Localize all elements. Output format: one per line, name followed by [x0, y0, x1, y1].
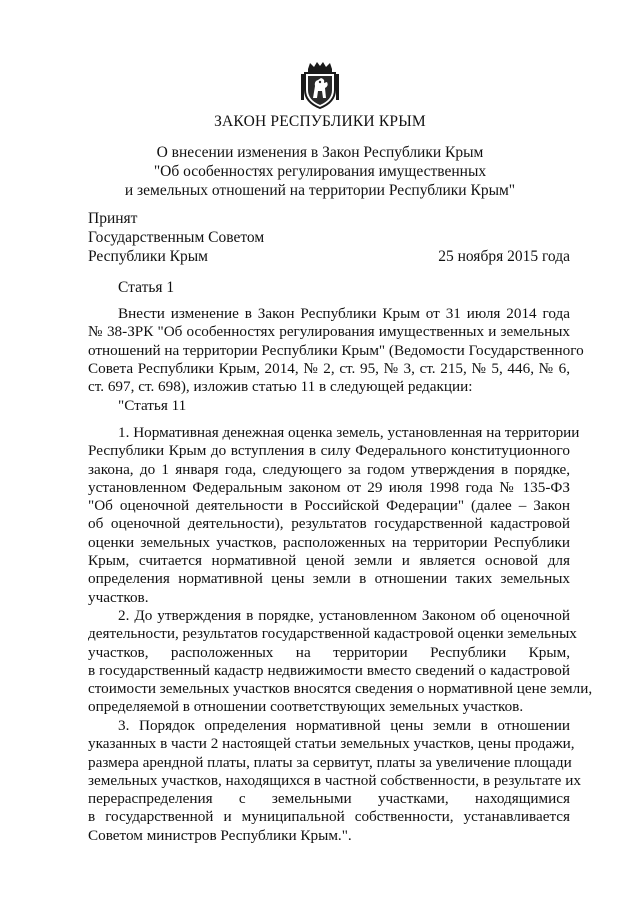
- text-line: участков, расположенных на территории Республики Крым,: [88, 643, 570, 661]
- subtitle-line: "Об особенностях регулирования имущественных: [153, 163, 487, 180]
- text-line: определения нормативной цены земли в отношении таких земельных: [88, 570, 570, 588]
- text-line: об оценочной деятельности), результатов государственной кадастровой: [88, 515, 570, 533]
- quoted-article-heading: "Статья 11: [118, 397, 187, 414]
- text-line: участков.: [88, 588, 149, 606]
- text-line: 1. Нормативная денежная оценка земель, установленная на территории: [118, 424, 580, 441]
- text-line: Внести изменение в Закон Республики Крым от 31 июля 2014 года: [118, 305, 570, 322]
- text-line: оценки земельных участков, расположенных на территории Республики: [88, 533, 570, 551]
- text-line: размера арендной платы, платы за сервитут, платы за увеличение площади: [88, 753, 572, 771]
- text-line: перераспределения с земельными участками, находящимися: [88, 790, 570, 808]
- text-line: земельных участков, находящихся в частной собственности, в результате их: [88, 771, 581, 789]
- adopted-line: Принят: [88, 210, 138, 227]
- text-line: "Об оценочной деятельности в Российской Федерации" (далее – Закон: [88, 497, 570, 515]
- text-line: Республики Крым до вступления в силу Федерального конституционного: [88, 442, 570, 460]
- adopted-by: [88, 209, 264, 266]
- paragraph-2: [88, 607, 593, 717]
- text-line: в государственной и муниципальной собственности, устанавливается: [88, 808, 570, 826]
- text-line: закона, до 1 января года, следующего за годом утверждения в порядке,: [88, 460, 570, 478]
- adoption-date: 25 ноября 2015 года: [438, 248, 570, 265]
- law-subtitle: [0, 143, 640, 200]
- text-line: отношений на территории Республики Крым" (Ведомости Государственного: [88, 341, 584, 359]
- adopted-line: Государственным Советом: [88, 229, 265, 246]
- paragraph-1: [88, 424, 580, 607]
- text-line: ст. 697, ст. 698), изложив статью 11 в следующей редакции:: [88, 378, 473, 396]
- subtitle-line: О внесении изменения в Закон Республики Крым: [156, 144, 484, 161]
- text-line: Крым, считается нормативной ценой земли и является основой для: [88, 552, 570, 570]
- text-line: Совета Республики Крым, 2014, № 2, ст. 95, № 3, ст. 215, № 5, 446, № 6,: [88, 359, 570, 377]
- adopted-line: Республики Крым: [88, 248, 208, 265]
- intro-paragraph: [88, 305, 584, 396]
- text-line: 2. До утверждения в порядке, установленном Законом об оценочной: [118, 607, 570, 624]
- text-line: установленном Федеральным законом от 29 июля 1998 года № 135-ФЗ: [88, 478, 570, 496]
- paragraph-3: [88, 717, 581, 845]
- text-line: деятельности, результатов государственной кадастровой оценки земельных: [88, 625, 577, 643]
- text-line: 3. Порядок определения нормативной цены земли в отношении: [118, 717, 570, 734]
- text-line: стоимости земельных участков вносятся сведения о нормативной цене земли,: [88, 680, 593, 698]
- text-line: № 38-ЗРК "Об особенностях регулирования имущественных и земельных: [88, 323, 570, 341]
- text-line: определяемой в отношении соответствующих земельных участков.: [88, 698, 524, 716]
- article-heading: Статья 1: [118, 279, 175, 296]
- text-line: указанных в части 2 настоящей статьи земельных участков, цены продажи,: [88, 735, 575, 753]
- subtitle-line: и земельных отношений на территории Республики Крым": [124, 182, 516, 199]
- law-title: ЗАКОН РЕСПУБЛИКИ КРЫМ: [214, 113, 426, 130]
- text-line: в государственный кадастр недвижимости вместо сведений о кадастровой: [88, 661, 570, 679]
- text-line: Советом министров Республики Крым.".: [88, 826, 352, 844]
- crimea-coat-of-arms-icon: [299, 60, 341, 110]
